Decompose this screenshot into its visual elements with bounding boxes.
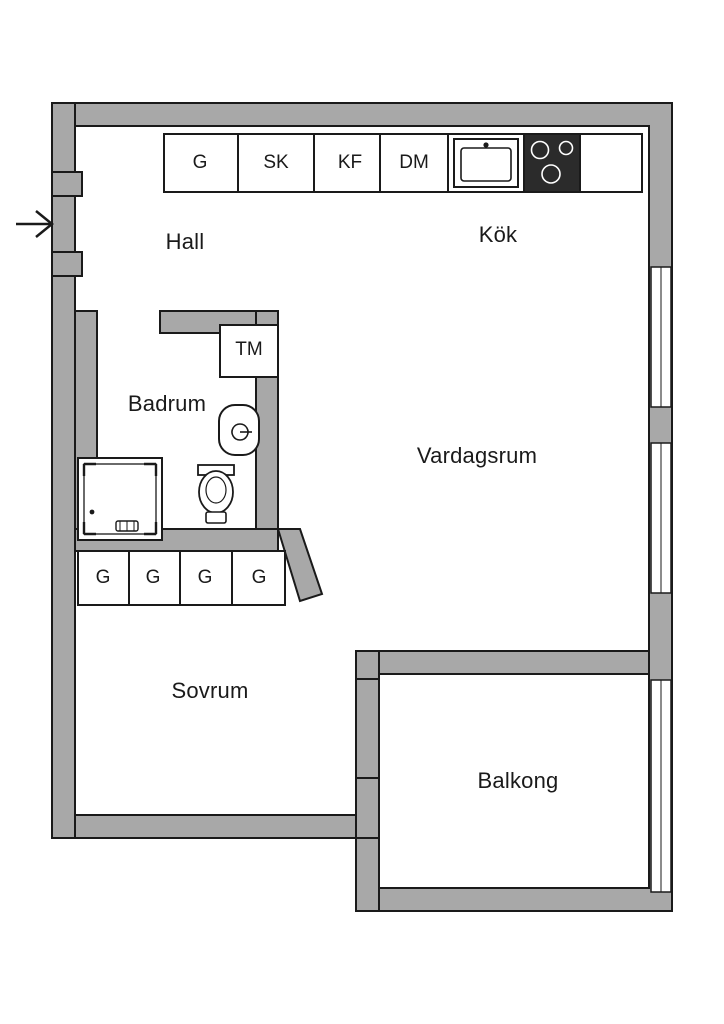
shower-cabin-icon — [78, 458, 162, 540]
closet-label-g-2: G — [145, 567, 161, 588]
room-label-kok: Kök — [478, 222, 518, 247]
entry-jamb-bottom — [52, 252, 82, 276]
room-label-balkong: Balkong — [477, 768, 559, 793]
kitchen-unit-label-sk: SK — [263, 152, 289, 173]
room-label-vardagsrum: Vardagsrum — [416, 443, 538, 468]
room-label-hall: Hall — [165, 229, 205, 254]
entrance-door-arrow — [16, 211, 52, 237]
closet-label-g-3: G — [197, 567, 213, 588]
bathroom-fixtures — [78, 405, 259, 540]
kitchen-sink-icon — [454, 139, 518, 187]
appliance-label-tm: TM — [235, 339, 263, 360]
balcony-wall-notch — [356, 651, 379, 679]
windows — [651, 267, 671, 892]
room-label-badrum: Badrum — [127, 391, 207, 416]
closet-label-g-4: G — [251, 567, 267, 588]
closet-label-g-1: G — [95, 567, 111, 588]
balcony-wall-lower-notch — [356, 778, 379, 838]
entry-wall-lower — [52, 252, 75, 838]
room-label-sovrum: Sovrum — [171, 678, 249, 703]
washbasin-icon — [219, 405, 259, 455]
toilet-icon — [198, 465, 234, 523]
kitchen-unit-label-dm: DM — [399, 152, 429, 173]
kitchen-unit-label-g: G — [192, 152, 208, 173]
entry-jamb-top — [52, 172, 82, 196]
kitchen-unit-label-kf: KF — [337, 152, 363, 173]
stove-cooktop-icon — [524, 134, 580, 192]
